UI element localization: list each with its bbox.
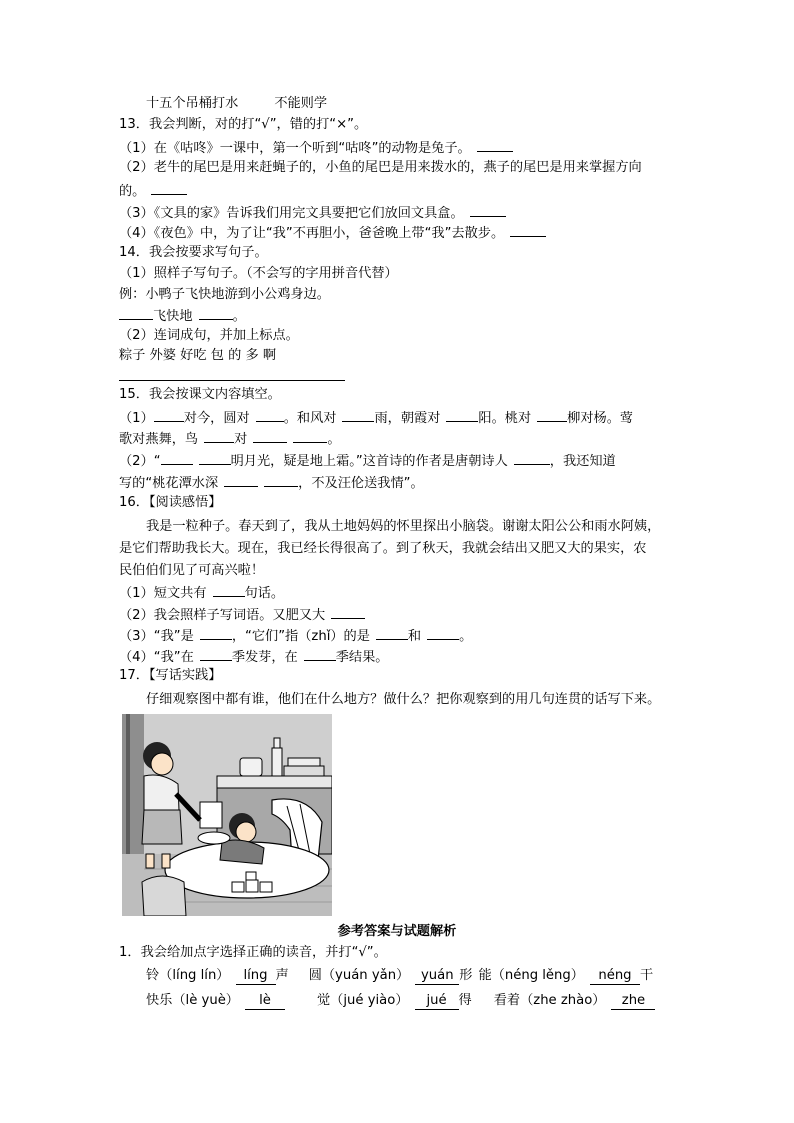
q15-blank[interactable] [514,450,550,465]
q16-s1-b: 句话。 [244,586,285,601]
answer-word: 快乐（lè yuè） [146,993,239,1008]
q16-s2-a: （2）我会照样子写词语。又肥又大 [119,608,326,623]
q16-s4-c: 季结果。 [335,650,389,665]
q14-example: 例：小鸭子飞快地游到小公鸡身边。 [119,287,330,302]
q15-l3-b: 明月光，疑是地上霜。”这首诗的作者是唐朝诗人 [230,454,508,469]
answer-word: 看着（zhe zhào） [493,993,606,1008]
q15-l3-a: （2）“ [119,454,161,469]
q15-l1-c: 。和风对 [283,411,337,426]
answer-after: 形 [459,968,473,983]
q15-line-3 [119,450,616,472]
q17-prompt: 仔细观察图中都有谁，他们在什么地方？做什么？把你观察到的用几句连贯的话写下来。 [146,692,661,707]
q16-passage-line-2: 是它们帮助我长大。现在，我已经长得很高了。到了秋天，我就会结出又肥又大的果实，农 [119,541,647,556]
q13-item-1-text: （1）在《咕咚》一课中，第一个听到“咕咚”的动物是兔子。 [119,141,471,156]
q15-header: 15．我会按课文内容填空。 [119,387,281,402]
answer-value: lè [245,993,285,1010]
q16-s3-a: （3）“我”是 [119,629,194,644]
q16-sub1 [119,582,284,604]
q16-s3-d: 。 [459,629,473,644]
q16-blank[interactable] [427,625,459,640]
q13-answer-blank-1[interactable] [477,137,513,152]
q13-item-2-tail: 的。 [119,184,146,199]
q13-answer-blank-3[interactable] [470,202,506,217]
q13-header: 13．我会判断，对的打“√”，错的打“×”。 [119,117,368,132]
q13-item-1 [119,137,513,159]
answer-value: líng [236,968,276,985]
q15-blank[interactable] [256,407,284,422]
answers-title: 参考答案与试题解析 [337,924,457,939]
answer-value: néng [590,968,640,985]
q13-answer-blank-4[interactable] [510,222,546,237]
q14-word: 多 [245,348,259,363]
answers-row-1 [146,966,653,986]
q12-tail-line [146,94,327,114]
q14-blank-1[interactable] [119,305,153,320]
q14-word: 外婆 [149,348,176,363]
q16-sub3 [119,625,472,647]
q14-sub1: （1）照样子写句子。（不会写的字用拼音代替） [119,266,398,281]
answers-q1-header: 1．我会给加点字选择正确的读音，并打“√”。 [119,945,387,960]
answer-value: yuán [415,968,459,985]
q14-fill-line [119,305,246,327]
q16-blank[interactable] [331,604,365,619]
q15-l1-e: 阳。桃对 [478,411,532,426]
answer-after: 声 [275,968,289,983]
q17-header: 17．【写话实践】 [119,668,222,683]
q16-passage-line-1: 我是一粒种子。春天到了，我从土地妈妈的怀里探出小脑袋。谢谢太阳公公和雨水阿姨， [146,519,661,534]
q14-word: 好吃 [180,348,207,363]
q15-blank[interactable] [537,407,567,422]
q15-blank[interactable] [204,428,234,443]
q15-l4-b: ，不及汪伦送我情”。 [298,476,424,491]
q15-blank[interactable] [264,472,298,487]
q14-header: 14．我会按要求写句子。 [119,245,268,260]
q13-item-4 [119,222,546,244]
q16-blank[interactable] [304,646,336,661]
answer-value: jué [415,993,459,1010]
q14-sub2: （2）连词成句，并加上标点。 [119,328,299,343]
q14-word: 粽子 [119,348,146,363]
q16-blank[interactable] [376,625,408,640]
q15-blank[interactable] [293,428,327,443]
q16-sub2 [119,604,365,626]
q15-l1-a: （1） [119,411,154,426]
q15-l4-a: 写的“桃花潭水深 [119,476,219,491]
q12-left: 十五个吊桶打水 [146,96,239,111]
q14-word: 包 [210,348,224,363]
q16-passage-line-3: 民伯伯们见了可高兴啦！ [119,563,265,578]
answer-word: 能（néng lěng） [478,968,584,983]
q15-blank[interactable] [253,428,287,443]
answers-row-2 [146,991,655,1011]
q14-fill-mid: 飞快地 [153,309,193,324]
q13-answer-blank-2[interactable] [151,180,187,195]
answer-after: 干 [639,968,654,983]
q12-right: 不能则学 [274,96,328,111]
q15-l2-b: 对 [234,432,248,447]
q15-l2-a: 歌对燕舞，鸟 [119,432,199,447]
q15-blank[interactable] [342,407,374,422]
answer-after: 得 [458,993,472,1008]
illustration-mother-child [122,714,332,916]
q16-header: 16．【阅读感悟】 [119,495,222,510]
q15-l1-d: 雨，朝霞对 [374,411,441,426]
q16-s4-a: （4）“我”在 [119,650,194,665]
q16-sub4 [119,646,389,668]
q14-word: 啊 [262,348,277,363]
q15-blank[interactable] [224,472,258,487]
q13-item-2: （2）老牛的尾巴是用来赶蝇子的，小鱼的尾巴是用来拨水的，燕子的尾巴是用来掌握方向 [119,160,642,175]
q15-blank[interactable] [446,407,478,422]
q16-s3-b: ，“它们”指（zhǐ）的是 [231,629,370,644]
answer-value: zhe [611,993,655,1010]
q15-l1-f: 柳对杨。莺 [567,411,634,426]
q16-s1-a: （1）短文共有 [119,586,207,601]
q16-blank[interactable] [200,646,232,661]
q14-blank-2[interactable] [199,305,233,320]
q16-s3-c: 和 [407,629,422,644]
q15-line-2 [119,428,341,450]
answer-word: 觉（jué yiào） [317,993,409,1008]
q14-fill-end: 。 [232,309,246,324]
q15-line-1 [119,407,633,429]
q13-item-2-cont [119,180,187,202]
answer-word: 圆（yuán yǎn） [308,968,410,983]
q14-answer-line[interactable] [119,380,345,381]
q13-item-3-text: （3）《文具的家》告诉我们用完文具要把它们放回文具盒。 [119,206,464,221]
q16-blank[interactable] [200,625,232,640]
q13-item-3 [119,202,506,224]
q14-word: 的 [228,348,242,363]
q15-l2-c: 。 [327,432,341,447]
q14-words [119,346,276,366]
q15-l3-c: ，我还知道 [549,454,616,469]
q16-s4-b: 季发芽，在 [231,650,298,665]
answer-word: 铃（líng lín） [146,968,230,983]
q15-line-4 [119,472,424,494]
q13-item-4-text: （4）《夜色》中，为了让“我”不再胆小，爸爸晚上带“我”去散步。 [119,226,505,241]
q15-blank[interactable] [154,407,184,422]
q15-blank[interactable] [199,450,231,465]
q15-l1-b: 对今，圆对 [183,411,250,426]
q15-blank[interactable] [161,450,193,465]
q16-blank[interactable] [213,582,245,597]
